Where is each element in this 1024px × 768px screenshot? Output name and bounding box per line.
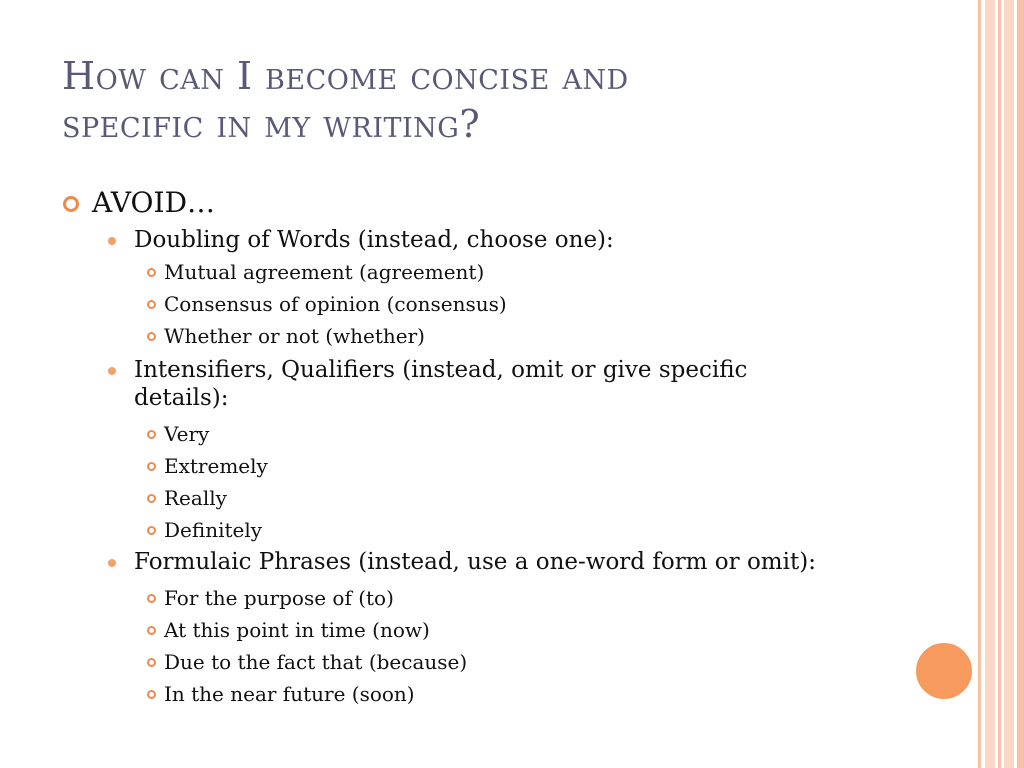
list-item: Whether or not (whether): [164, 324, 425, 348]
bullet-ring-small-icon: [147, 658, 156, 667]
list-item: Due to the fact that (because): [164, 650, 468, 674]
slide-title-line-2: specific in my writing?: [62, 102, 481, 146]
bullet-ring-small-icon: [147, 690, 156, 699]
bullet-ring-icon: [63, 196, 79, 212]
bullet-ring-small-icon: [147, 594, 156, 603]
bullet-ring-small-icon: [147, 300, 156, 309]
bullet-dot-icon: [108, 367, 116, 375]
list-item: Extremely: [164, 454, 268, 478]
bullet-ring-small-icon: [147, 494, 156, 503]
section-heading: Formulaic Phrases (instead, use a one-word form or omit):: [134, 549, 816, 575]
list-item: Really: [164, 486, 227, 510]
bullet-ring-small-icon: [147, 332, 156, 341]
decorative-stripe: [978, 0, 981, 768]
bullet-ring-small-icon: [147, 430, 156, 439]
bullet-ring-small-icon: [147, 626, 156, 635]
decorative-stripe: [1004, 0, 1014, 768]
section-heading: Doubling of Words (instead, choose one):: [134, 227, 614, 253]
bullet-ring-small-icon: [147, 268, 156, 277]
list-item: At this point in time (now): [164, 618, 430, 642]
bullet-ring-small-icon: [147, 462, 156, 471]
section-heading-continued: details):: [134, 385, 229, 411]
bullet-dot-icon: [108, 559, 116, 567]
slide-title-line-1: How can I become concise and: [62, 54, 629, 98]
list-item: In the near future (soon): [164, 682, 415, 706]
bullet-dot-icon: [108, 237, 116, 245]
decorative-stripe: [985, 0, 995, 768]
decorative-stripe: [1017, 0, 1024, 768]
avoid-heading: AVOID…: [92, 186, 216, 219]
decorative-stripe: [998, 0, 1001, 768]
list-item: Consensus of opinion (consensus): [164, 292, 507, 316]
decorative-circle: [913, 640, 975, 702]
list-item: Mutual agreement (agreement): [164, 260, 485, 284]
list-item: For the purpose of (to): [164, 586, 394, 610]
list-item: Definitely: [164, 518, 263, 542]
list-item: Very: [164, 422, 210, 446]
bullet-ring-small-icon: [147, 526, 156, 535]
section-heading: Intensifiers, Qualifiers (instead, omit or give specific: [134, 357, 748, 383]
